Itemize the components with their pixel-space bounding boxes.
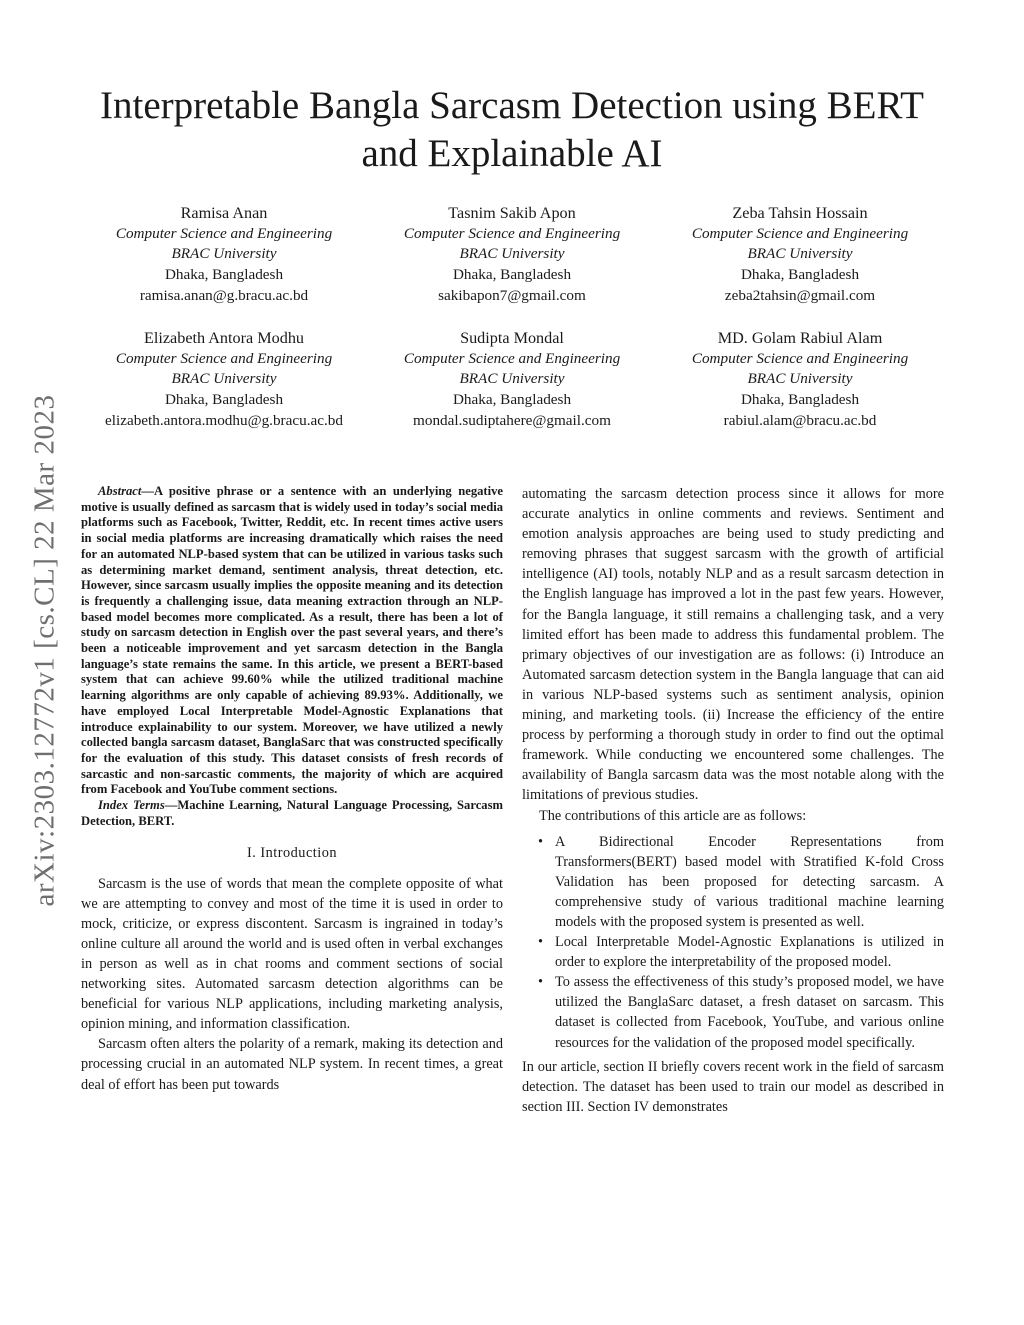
section-heading-introduction: I. Introduction (246, 845, 338, 862)
index-terms-text: —Machine Learning, Natural Language Processing, Sarcasm Detection, BERT. (81, 798, 503, 828)
author-row-1 (80, 203, 944, 307)
author-university: BRAC University (171, 245, 277, 263)
author-block (656, 203, 944, 307)
author-block (80, 328, 368, 432)
author-block (368, 203, 656, 307)
list-item (538, 932, 944, 972)
author-location: Dhaka, Bangladesh (452, 266, 572, 284)
author-department: Computer Science and Engineering (691, 224, 909, 242)
author-location: Dhaka, Bangladesh (452, 391, 572, 409)
author-name: Ramisa Anan (180, 204, 268, 222)
author-location: Dhaka, Bangladesh (164, 266, 284, 284)
author-email: zeba2tahsin@gmail.com (724, 286, 876, 304)
abstract-label: Abstract (98, 484, 142, 498)
bullet-icon: • (538, 974, 544, 991)
contributions-list (522, 832, 944, 1053)
contributions-intro: The contributions of this article are as follows: (539, 807, 807, 824)
index-terms-label: Index Terms (98, 798, 165, 813)
arxiv-identifier-stamp (25, 350, 65, 950)
index-terms (81, 798, 503, 829)
left-column (81, 484, 503, 1095)
list-item (538, 972, 944, 1052)
author-block (368, 328, 656, 432)
author-block (656, 328, 944, 432)
paper-title: Interpretable Bangla Sarcasm Detection using BERT and Explainable AI (100, 84, 924, 175)
bullet-icon: • (538, 833, 544, 850)
author-name: Sudipta Mondal (460, 329, 564, 347)
author-department: Computer Science and Engineering (403, 349, 621, 367)
body-paragraph: automating the sarcasm detection process since it allows for more accurate analytics in online comments and reviews. Sentiment and emotion analysis approaches are being used to study predicting and removing phrases that suggest sarcasm with the growth of artificial intelligence (AI) tools, notably NLP and as a result sarcasm detection in the English language has improved a lot in the past few years. However, for the Bangla language, it still remains a challenging task, and a very limited effort has been made to address this fundamental problem. The primary objectives of our investigation are as follows: (i) Introduce an Automated sarcasm detection system in the Bangla language that can aid in various NLP-based systems such as sentiment analysis, opinion mining, and marketing tools. (ii) Increase the efficiency of the entire process by performing a thorough study in order to find out the optimal framework. While conducting we encountered some challenges. The availability of Bangla sarcasm data was the most notable along with the limitations of previous studies. (522, 486, 944, 804)
author-email: mondal.sudiptahere@gmail.com (413, 411, 611, 429)
author-name: MD. Golam Rabiul Alam (717, 329, 883, 347)
body-paragraph: Sarcasm is the use of words that mean the complete opposite of what we are attempting to convey and most of the time it is used in order to mock, criticize, or express discontent. Sarcasm is ingrained in today’s online culture all around the world and is used often in verbal exchanges in person as well as in chat rooms and comment sections of social networking sites. Automated sarcasm detection algorithms can be beneficial for various NLP applications, including marketing analysis, opinion mining, and information classification. (81, 875, 503, 1033)
author-university: BRAC University (747, 245, 853, 263)
author-department: Computer Science and Engineering (115, 224, 333, 242)
list-item-text: A Bidirectional Encoder Representations from Transformers(BERT) based model with Stratified K-fold Cross Validation has been proposed for detecting sarcasm. A comprehensive study of various traditional machine learning models with the proposed system is presented as well. (555, 833, 944, 930)
author-department: Computer Science and Engineering (403, 224, 621, 242)
author-name: Elizabeth Antora Modhu (143, 329, 305, 347)
body-paragraph: Sarcasm often alters the polarity of a remark, making its detection and processing crucial in an automated NLP system. In recent times, a great deal of effort has been put towards (81, 1036, 503, 1093)
bullet-icon: • (538, 934, 544, 951)
author-location: Dhaka, Bangladesh (164, 391, 284, 409)
author-university: BRAC University (459, 245, 565, 263)
arxiv-identifier-text: arXiv:2303.12772v1 [cs.CL] 22 Mar 2023 (28, 394, 61, 906)
author-department: Computer Science and Engineering (691, 349, 909, 367)
right-column (522, 484, 944, 1117)
author-email: rabiul.alam@bracu.ac.bd (723, 411, 877, 429)
author-email: sakibapon7@gmail.com (438, 286, 586, 304)
abstract-text: —A positive phrase or a sentence with an underlying negative motive is usually defined as sarcasm that is widely used in today’s social media platforms such as Facebook, Twitter, Reddit, etc. In recent times active users in social media platforms are increasing dramatically which raises the need for an automated NLP-based system that can be utilized in various tasks such as determining market demand, sentiment analysis, threat detection, etc. However, since sarcasm usually implies the opposite meaning and its detection is frequently a challenging issue, data meaning extraction through an NLP-based model becomes more complicated. As a result, there has been a lot of study on sarcasm detection in English over the past several years, and there’s been a noticeable improvement and yet sarcasm detection in the Bangla language’s state remains the same. In this article, we present a BERT-based system that can achieve 99.60% while the utilized traditional machine learning algorithms are only capable of achieving 89.93%. Additionally, we have employed Local Interpretable Model-Agnostic Explanations that introduce explainability to our system. Moreover, we have utilized a newly collected bangla sarcasm dataset, BanglaSarc that was constructed specifically for the evaluation of this study. This dataset consists of fresh records of sarcastic and non-sarcastic comments, the majority of which are acquired from Facebook and YouTube comment sections. (81, 484, 503, 797)
author-email: elizabeth.antora.modhu@g.bracu.ac.bd (105, 411, 343, 429)
author-name: Tasnim Sakib Apon (448, 204, 576, 222)
abstract (81, 484, 503, 798)
body-paragraph: In our article, section II briefly covers recent work in the field of sarcasm detection. The dataset has been used to train our model as described in section III. Section IV demonstrates (522, 1058, 944, 1115)
author-email: ramisa.anan@g.bracu.ac.bd (139, 286, 309, 304)
author-location: Dhaka, Bangladesh (740, 266, 860, 284)
author-department: Computer Science and Engineering (115, 349, 333, 367)
author-university: BRAC University (171, 370, 277, 388)
list-item-text: To assess the effectiveness of this study’s proposed model, we have utilized the BanglaSarc dataset, a fresh dataset on sarcasm. This dataset is collected from Facebook, YouTube, and various online resources for the validation of the proposed model specifically. (555, 974, 944, 1051)
author-university: BRAC University (459, 370, 565, 388)
author-name: Zeba Tahsin Hossain (732, 204, 868, 222)
list-item-text: Local Interpretable Model-Agnostic Explanations is utilized in order to explore the interpretability of the proposed model. (555, 934, 944, 971)
author-location: Dhaka, Bangladesh (740, 391, 860, 409)
author-row-2 (80, 328, 944, 432)
list-item (538, 832, 944, 932)
author-block (80, 203, 368, 307)
author-university: BRAC University (747, 370, 853, 388)
